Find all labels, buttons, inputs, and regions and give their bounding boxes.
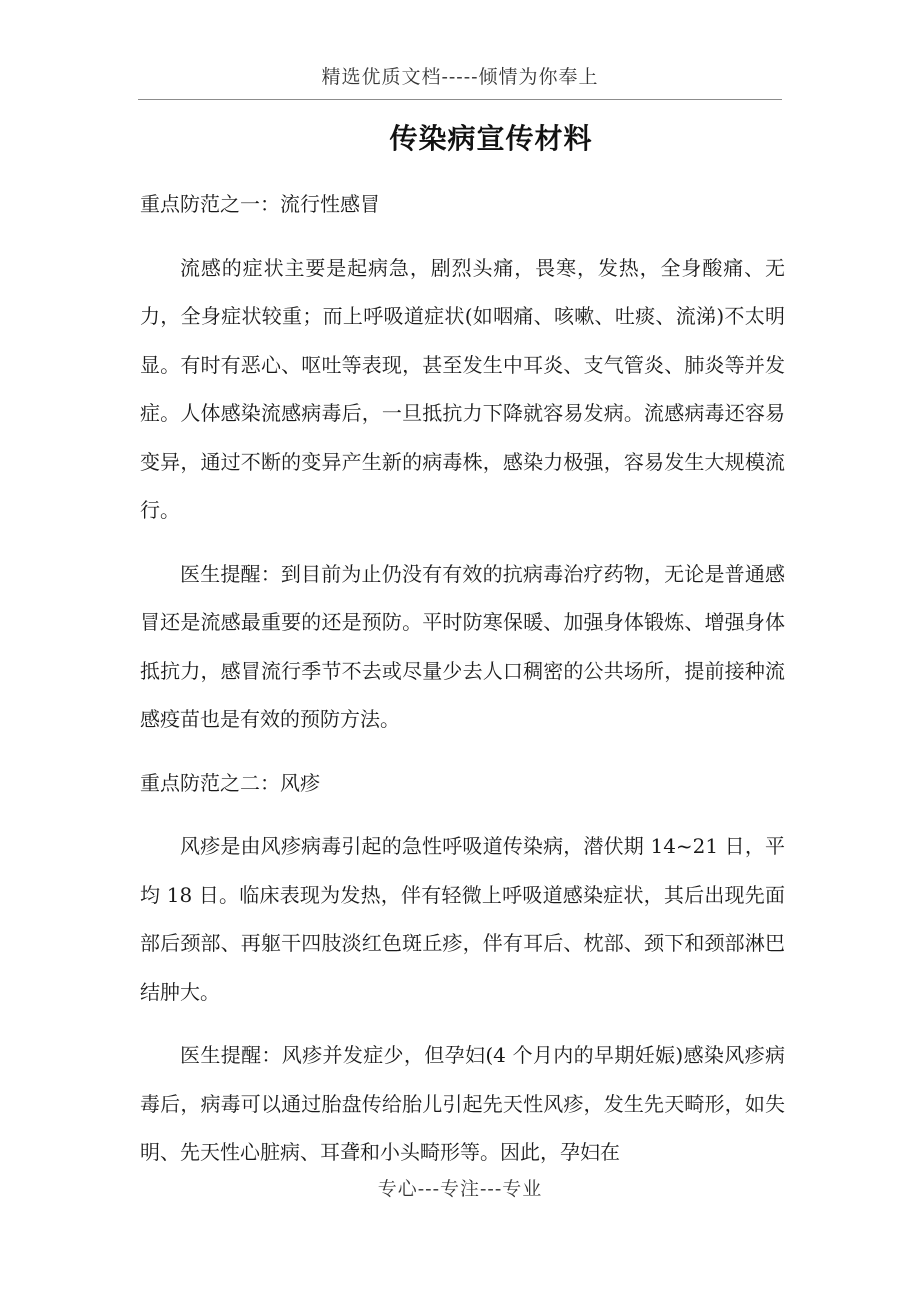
paragraph-influenza-symptoms: 流感的症状主要是起病急，剧烈头痛，畏寒，发热，全身酸痛、无力，全身症状较重；而上呼吸道症状(如咽痛、咳嗽、吐痰、流涕)不太明显。有时有恶心、呕吐等表现，甚至发生中耳炎、支气管炎、肺炎等并发症。人体感染流感病毒后，一旦抵抗力下降就容易发病。流感病毒还容易变异，通过不断的变异产生新的病毒株，感染力极强，容易发生大规模流行。 bbox=[140, 255, 785, 522]
page-header: 精选优质文档-----倾情为你奉上 bbox=[321, 66, 599, 88]
section-heading-influenza: 重点防范之一：流行性感冒 bbox=[140, 192, 380, 216]
paragraph-rubella-doctor-advice: 医生提醒：风疹并发症少，但孕妇(4 个月内的早期妊娠)感染风疹病毒后，病毒可以通过胎盘传给胎儿引起先天性风疹，发生先天畸形，如失明、先天性心脏病、耳聋和小头畸形等。因此，孕妇在 bbox=[140, 1043, 785, 1164]
document-body bbox=[140, 180, 785, 1192]
page-footer: 专心---专注---专业 bbox=[377, 1178, 543, 1200]
paragraph-influenza-doctor-advice: 医生提醒：到目前为止仍没有有效的抗病毒治疗药物，无论是普通感冒还是流感最重要的还是预防。平时防寒保暖、加强身体锻炼、增强身体抵抗力，感冒流行季节不去或尽量少去人口稠密的公共场所，提前接种流感疫苗也是有效的预防方法。 bbox=[140, 561, 785, 731]
paragraph-rubella-symptoms: 风疹是由风疹病毒引起的急性呼吸道传染病，潜伏期 14~21 日，平均 18 日。临床表现为发热，伴有轻微上呼吸道感染症状，其后出现先面部后颈部、再躯干四肢淡红色斑丘疹，伴有耳后、枕部、颈下和颈部淋巴结肿大。 bbox=[140, 834, 785, 1004]
header-divider bbox=[138, 99, 782, 100]
document-title: 传染病宣传材料 bbox=[389, 122, 593, 155]
section-heading-rubella: 重点防范之二：风疹 bbox=[140, 770, 320, 795]
